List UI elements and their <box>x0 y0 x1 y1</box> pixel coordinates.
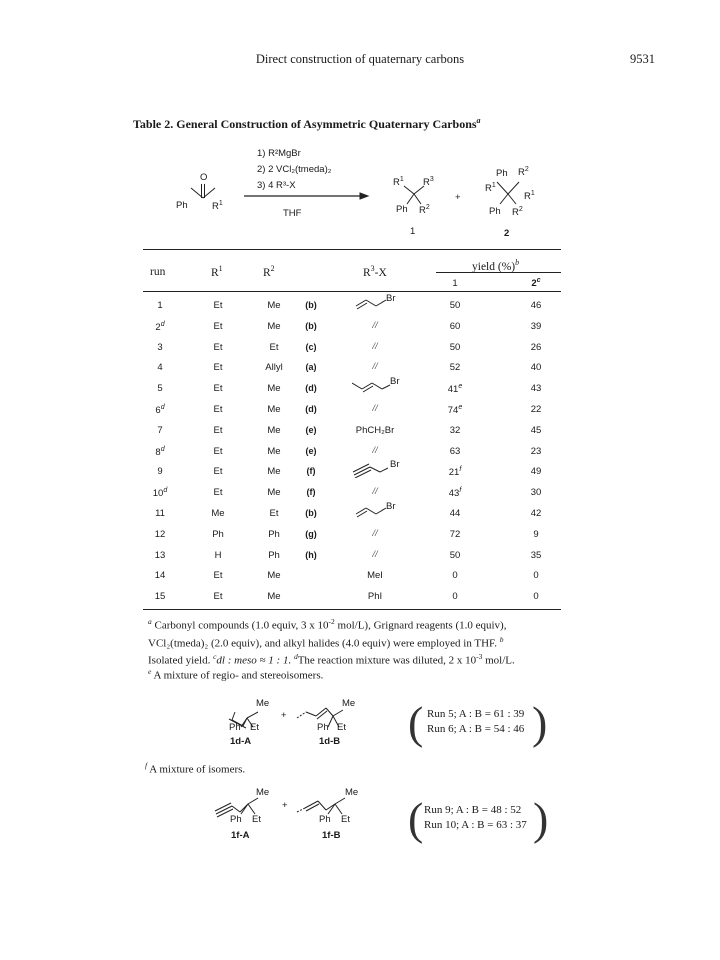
cell-code: (b) <box>305 320 317 331</box>
cell-r2: Me <box>267 404 281 415</box>
cell-code: (f) <box>306 466 316 477</box>
cell-r2: Me <box>267 487 281 499</box>
bromine-label: Br <box>386 501 396 512</box>
cell-code: (d) <box>305 404 317 414</box>
cell-y2: 39 <box>530 320 542 332</box>
p2-r2-top: $R^2$ <box>518 166 529 179</box>
e-right-me: Me <box>342 698 356 709</box>
product-1-label: 1 <box>410 226 416 237</box>
condition-step-1: 1) R²MgBr <box>257 148 301 159</box>
cell-run: 15 <box>154 591 166 603</box>
plus-sign: + <box>455 192 461 203</box>
cell-r3x: // <box>372 445 378 456</box>
footnote-a: $^a$ Carbonyl compounds (1.0 equiv, 3 x $10^{-2}$ mol/L), Grignard reagents (1.0 equiv), VCl₂(tmeda)₂ (2.0 equiv), and alkyl halides (4.0 equiv) were employed in THF. $^b$ Isolated yield. $^c$dl : meso ≈ 1 : 1. $^d$The reaction mixture was diluted, 2 x $10^{-3}$ mol/L. <box>148 617 515 667</box>
f-paren-close: ) <box>533 793 549 844</box>
cell-y1: 52 <box>449 362 461 374</box>
e-right-ph: Ph <box>317 722 329 733</box>
f-plus: + <box>282 800 288 811</box>
e-plus: + <box>281 710 287 721</box>
cell-r3x: // <box>372 362 378 373</box>
cell-y2: 26 <box>530 341 542 353</box>
cell-run: 8$^d$ <box>155 445 165 458</box>
atom-ph: Ph <box>176 200 188 211</box>
running-header: Direct construction of quaternary carbons <box>255 52 465 66</box>
cell-r2: Me <box>267 570 281 582</box>
p1-ph: Ph <box>396 204 408 215</box>
col-header-yield: yield (%)$^b$ <box>472 258 520 273</box>
cell-run: 13 <box>154 549 166 561</box>
cell-y1: 50 <box>449 549 461 561</box>
cell-y2: 23 <box>530 445 542 457</box>
cell-y1: 44 <box>449 508 461 519</box>
cell-run: 9 <box>157 466 163 478</box>
cell-run: 2$^d$ <box>155 320 165 333</box>
p2-ph-bottom: Ph <box>489 206 501 217</box>
cell-r1: Et <box>213 404 223 415</box>
cell-run: 5 <box>157 383 163 395</box>
cell-y2: 9 <box>533 528 539 540</box>
cell-y2: 0 <box>533 570 539 582</box>
cell-r2: Me <box>267 591 281 603</box>
ratio-run-10: Run 10; A : B = 63 : 37 <box>424 819 527 831</box>
atom-r1: $R^1$ <box>212 200 223 213</box>
cell-r3x: // <box>372 487 378 498</box>
cell-r2: Me <box>267 445 281 457</box>
f-paren-open: ( <box>408 793 424 844</box>
cell-y2: 49 <box>530 466 542 478</box>
cell-y1: 41e <box>447 383 463 396</box>
cell-r2: Me <box>267 383 281 395</box>
f-right-ph: Ph <box>319 814 331 825</box>
col-header-r1: $R^1$ <box>211 264 223 279</box>
cell-code: (d) <box>305 383 317 394</box>
f-left-me: Me <box>256 787 270 798</box>
cell-r1: Et <box>213 445 223 457</box>
col-header-run: run <box>150 266 166 278</box>
f-left-ph: Ph <box>230 814 242 825</box>
caption-label: Table 2. <box>133 117 174 131</box>
p2-r2-bottom: $R^2$ <box>512 206 523 219</box>
cell-r3x: // <box>372 320 378 331</box>
cell-r2: Me <box>267 424 281 436</box>
cell-y1: 60 <box>449 320 461 332</box>
bromine-label: Br <box>390 459 400 471</box>
cell-y1: 63 <box>449 445 461 457</box>
cell-r1: Et <box>213 383 223 395</box>
cell-y2: 35 <box>530 549 542 561</box>
cell-y1: 0 <box>452 570 458 582</box>
ratio-run-9: Run 9; A : B = 48 : 52 <box>424 804 522 816</box>
cell-y1: 32 <box>449 424 461 436</box>
col-header-yield-2: 2$^c$ <box>531 277 541 290</box>
cell-code: (c) <box>305 341 317 352</box>
cell-run: 10$^d$ <box>152 487 168 500</box>
cell-r3x: // <box>372 404 378 414</box>
bromine-label: Br <box>386 293 396 304</box>
p1-r2: $R^2$ <box>419 204 430 217</box>
cell-y2: 22 <box>530 404 542 415</box>
cell-r1: Et <box>213 320 223 332</box>
e-left-et: Et <box>250 722 259 733</box>
bromine-label: Br <box>390 376 400 388</box>
p2-r1-right: $R^1$ <box>524 190 535 203</box>
cell-run: 1 <box>157 300 163 311</box>
cell-code: (h) <box>305 549 317 560</box>
cell-r2: Ph <box>268 549 280 561</box>
cell-r1: Et <box>213 300 223 311</box>
product-2-label: 2 <box>504 228 510 239</box>
cell-y1: 21$^f$ <box>448 466 462 479</box>
cell-r2: Me <box>267 320 281 332</box>
p1-r3: $R^3$ <box>423 176 434 189</box>
cell-code: (e) <box>305 424 317 435</box>
col-header-yield-1: 1 <box>452 278 458 289</box>
cell-code: (b) <box>305 300 317 310</box>
col-header-r2: $R^2$ <box>263 264 275 279</box>
cell-y1: 50 <box>449 300 461 311</box>
cell-r1: Et <box>213 591 223 603</box>
cell-r3x: // <box>372 341 378 352</box>
cell-r1: Et <box>213 362 223 374</box>
cell-run: 3 <box>157 341 163 353</box>
cell-y1: 72 <box>449 528 461 540</box>
ratio-run-5: Run 5; A : B = 61 : 39 <box>427 708 525 720</box>
cell-r2: Allyl <box>265 362 283 374</box>
f-right-me: Me <box>345 787 359 798</box>
cell-y1: 74e <box>447 404 463 417</box>
cell-y2: 43 <box>530 383 542 395</box>
cell-r2: Me <box>267 466 281 478</box>
caption-note: a <box>476 116 481 125</box>
p1-r1: $R^1$ <box>393 176 404 189</box>
cell-r1: Ph <box>212 528 224 540</box>
cell-code: (g) <box>305 528 317 539</box>
cell-r1: Et <box>213 424 223 436</box>
cell-r2: Et <box>269 341 279 353</box>
e-paren-close: ) <box>532 697 548 748</box>
cell-r1: H <box>214 549 222 561</box>
cell-code: (e) <box>305 445 317 456</box>
cell-r1: Et <box>213 341 223 353</box>
cell-r2: Et <box>269 508 279 519</box>
cell-r1: Et <box>213 487 223 499</box>
cell-r2: Ph <box>268 528 280 540</box>
col-header-r3x: $R^3-X$ <box>363 264 387 279</box>
cell-code: (b) <box>305 508 317 518</box>
cell-run: 7 <box>157 424 163 436</box>
cell-r3x: // <box>372 549 378 560</box>
cell-y1: 0 <box>452 591 458 603</box>
cell-r1: Me <box>211 508 225 519</box>
cell-y2: 46 <box>530 300 542 311</box>
cell-code: (a) <box>305 362 317 373</box>
cell-y2: 30 <box>530 487 542 499</box>
e-paren-open: ( <box>408 697 424 748</box>
isomer-1f-a-label: 1f-A <box>231 830 250 841</box>
p2-r1-left: $R^1$ <box>485 182 496 195</box>
cell-y1: 43$^f$ <box>448 487 462 500</box>
cell-y2: 40 <box>530 362 542 374</box>
cell-run: 12 <box>154 528 166 540</box>
cell-y2: 42 <box>530 508 542 519</box>
cell-r2: Me <box>267 300 281 311</box>
f-left-et: Et <box>252 814 261 825</box>
cell-run: 14 <box>154 570 166 582</box>
e-left-ph: Ph <box>229 722 241 733</box>
cell-r1: Et <box>213 466 223 478</box>
cell-y2: 0 <box>533 591 539 603</box>
footnote-e: $^e$ A mixture of regio- and stereoisomers. <box>148 667 324 682</box>
cell-run: 4 <box>157 362 163 374</box>
page-number: 9531 <box>630 52 655 66</box>
cell-r3x: // <box>372 528 378 539</box>
e-left-me: Me <box>256 698 270 709</box>
isomer-1d-a-label: 1d-A <box>230 736 252 747</box>
condition-step-3: 3) 4 R³-X <box>257 180 296 191</box>
cell-r1: Et <box>213 570 223 582</box>
isomer-1f-b-label: 1f-B <box>322 830 341 841</box>
caption-text: General Construction of Asymmetric Quaternary Carbons <box>176 117 477 131</box>
cell-r3x: PhCH₂Br <box>355 424 395 436</box>
cell-y1: 50 <box>449 341 461 353</box>
condition-step-2: 2) 2 VCl₂(tmeda)₂ <box>257 164 332 175</box>
cell-code: (f) <box>306 487 316 498</box>
cell-r3x: MeI <box>367 570 383 582</box>
atom-o: O <box>200 172 208 183</box>
e-right-et: Et <box>337 722 346 733</box>
cell-run: 11 <box>155 508 165 519</box>
cell-y2: 45 <box>530 424 542 436</box>
p2-ph-top: Ph <box>496 168 508 179</box>
isomer-1d-b-label: 1d-B <box>319 736 341 747</box>
footnote-f: $^f$ A mixture of isomers. <box>145 761 246 776</box>
cell-r3x: PhI <box>367 591 383 603</box>
cell-run: 6$^d$ <box>155 404 165 417</box>
ratio-run-6: Run 6; A : B = 54 : 46 <box>427 723 525 735</box>
f-right-et: Et <box>341 814 350 825</box>
solvent-label: THF <box>283 208 302 219</box>
